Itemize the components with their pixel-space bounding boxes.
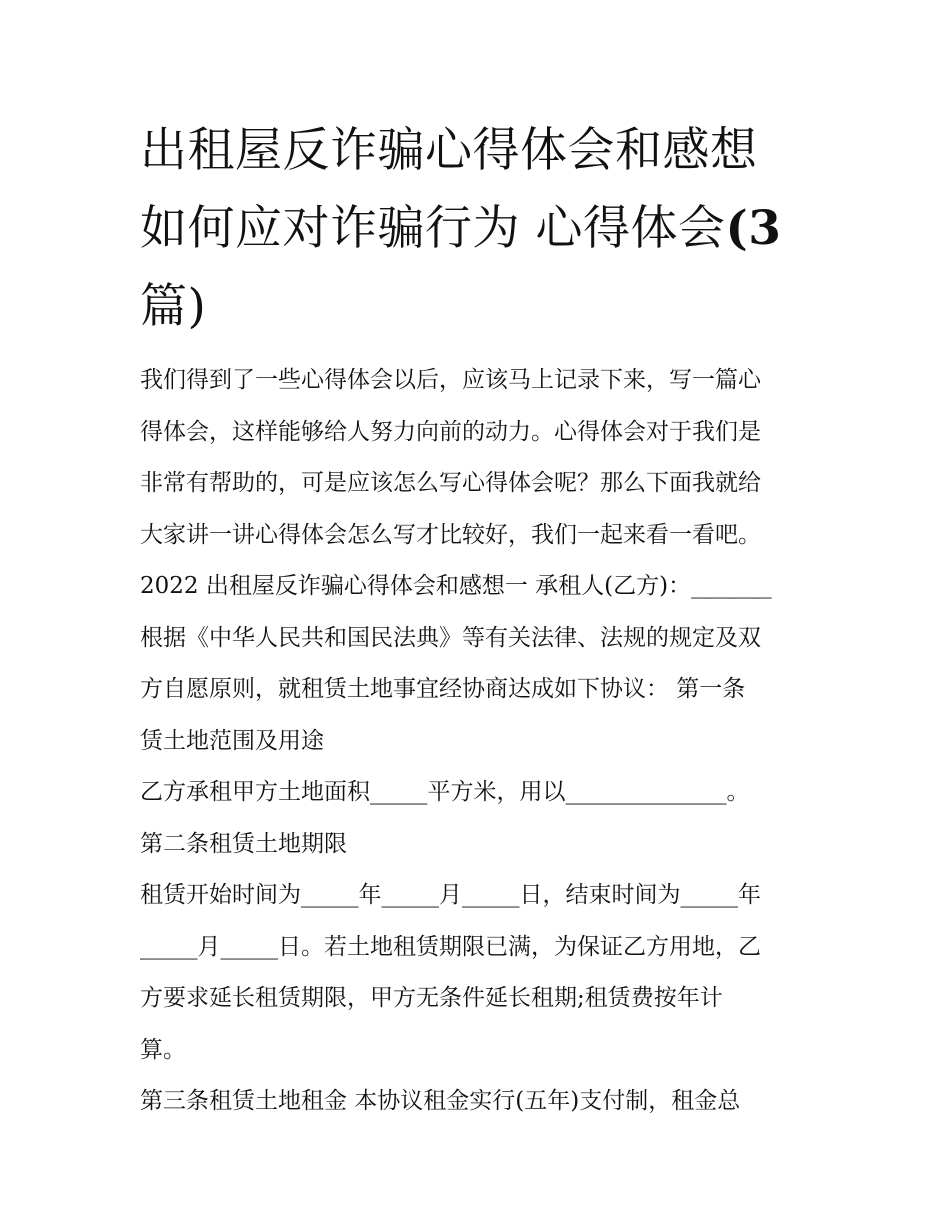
body-line: 根据《中华人民共和国民法典》等有关法律、法规的规定及双 xyxy=(140,624,761,651)
body-line: 我们得到了一些心得体会以后，应该马上记录下来，写一篇心 xyxy=(140,367,761,393)
title-line-1: 出租屋反诈骗心得体会和感想 xyxy=(140,123,758,178)
body-line: 方要求延长租赁期限，甲方无条件延长租期;租赁费按年计 xyxy=(140,985,723,1011)
title-count-bold: (3 xyxy=(725,201,782,256)
body-line: 非常有帮助的，可是应该怎么写心得体会呢？那么下面我就给 xyxy=(140,470,761,496)
body-line: 乙方承租甲方土地面积_____平方米，用以______________。 xyxy=(140,779,750,805)
body-line: 2022 出租屋反诈骗心得体会和感想一 承租人(乙方)：_______ xyxy=(140,573,772,599)
body-line: 大家讲一讲心得体会怎么写才比较好，我们一起来看一看吧。 xyxy=(140,521,761,548)
body-line: 租赁开始时间为_____年_____月_____日，结束时间为_____年 xyxy=(140,882,761,908)
title-line-2-text: 如何应对诈骗行为 心得体会 xyxy=(140,201,726,256)
document-title xyxy=(140,112,820,346)
body-line: 得体会，这样能够给人努力向前的动力。心得体会对于我们是 xyxy=(140,418,761,445)
body-line: _____月_____日。若土地租赁期限已满，为保证乙方用地，乙 xyxy=(140,933,761,960)
body-line: 第三条租赁土地租金 本协议租金实行(五年)支付制，租金总 xyxy=(140,1088,741,1114)
document-body xyxy=(140,355,820,1128)
title-line-2 xyxy=(140,190,820,268)
body-line: 方自愿原则，就租赁土地事宜经协商达成如下协议： 第一条 xyxy=(140,676,746,702)
body-line: 赁土地范围及用途 xyxy=(140,727,324,754)
body-line: 第二条租赁土地期限 xyxy=(140,830,347,857)
body-line: 算。 xyxy=(140,1036,186,1063)
title-line-3: 篇) xyxy=(140,279,207,334)
